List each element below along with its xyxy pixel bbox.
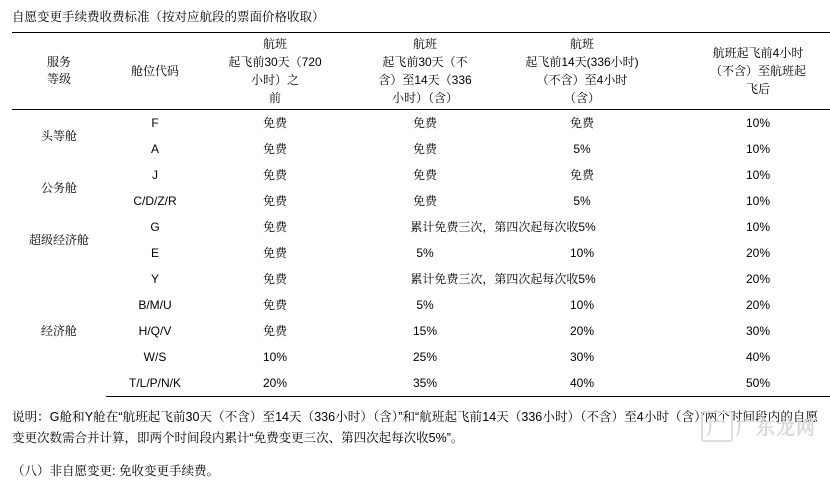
header-cabin-code: 舱位代码 (106, 33, 204, 110)
cell-period-3: 30% (569, 349, 595, 364)
watermark-text: 广东龙网 (735, 418, 816, 439)
header-period-1-line4: 前 (268, 91, 281, 105)
cell-period-3: 免费 (569, 167, 594, 182)
cell-period-2: 免费 (412, 115, 437, 130)
watermark (701, 411, 816, 442)
table-row (12, 266, 830, 292)
cell-period-3: 40% (504, 370, 660, 397)
header-period-4-line1: 航班起飞前4小时 (712, 46, 804, 60)
cell-cabin-code: A (150, 141, 159, 156)
cell-cabin-code: G (150, 219, 160, 234)
cell-period-2: 免费 (412, 167, 437, 182)
cell-period-4: 20% (745, 271, 771, 286)
cell-period-4: 20% (745, 245, 771, 260)
header-service-class-line1: 服务 (46, 55, 71, 69)
table-row (12, 162, 830, 188)
page-title: 自愿变更手续费收费标准（按对应航段的票面价格收取） (12, 10, 325, 24)
header-period-3-line3: （不含）至4小时 (536, 73, 628, 87)
cell-period-3: 5% (573, 141, 591, 156)
cell-period-1: 免费 (262, 323, 287, 338)
cell-period-4: 40% (745, 349, 771, 364)
table-row (12, 136, 830, 162)
header-period-1-line1: 航班 (262, 37, 287, 51)
cell-service-class: 头等舱 (40, 128, 77, 143)
cell-period-4: 20% (745, 297, 771, 312)
cell-service-class: 公务舱 (40, 180, 77, 195)
cell-period-1: 免费 (262, 167, 287, 182)
table-body (12, 110, 830, 397)
cell-period-2-3-merged: 累计免费三次，第四次起每次收5% (410, 219, 596, 234)
cell-period-4: 10% (745, 219, 771, 234)
cell-period-1: 10% (262, 349, 288, 364)
cell-period-1: 免费 (262, 245, 287, 260)
header-period-1-line3: 小时）之 (250, 73, 299, 87)
header-period-2-line2: 起飞前30天（不 (382, 55, 468, 69)
header-period-3-line1: 航班 (569, 37, 594, 51)
cell-cabin-code: H/Q/V (138, 323, 172, 338)
cell-period-2-3-merged: 累计免费三次，第四次起每次收5% (410, 271, 596, 286)
table-row (12, 188, 830, 214)
cell-cabin-code: B/M/U (138, 297, 172, 312)
cell-cabin-code: T/L/P/N/K (106, 370, 204, 397)
table-row (12, 240, 830, 266)
header-period-3-line2: 起飞前14天(336小时) (525, 55, 639, 69)
cell-cabin-code: Y (150, 271, 159, 286)
cell-period-4: 50% (660, 370, 830, 397)
cell-period-1: 免费 (262, 115, 287, 130)
cell-service-class: 经济舱 (40, 323, 77, 338)
cell-period-1: 免费 (262, 219, 287, 234)
cell-period-3: 5% (573, 193, 591, 208)
cell-period-4: 10% (745, 167, 771, 182)
cell-period-1: 免费 (262, 271, 287, 286)
table-row (12, 318, 830, 344)
note-involuntary-change: （八）非自愿变更: 免收变更手续费。 (12, 464, 219, 478)
header-period-2-line1: 航班 (412, 37, 437, 51)
table-header (12, 33, 830, 110)
cell-period-4: 10% (745, 115, 771, 130)
table-row (12, 344, 830, 370)
cell-period-1: 免费 (262, 141, 287, 156)
cell-period-3: 免费 (569, 115, 594, 130)
header-period-2-line4: 小时）（含） (391, 91, 458, 105)
cell-period-3: 10% (569, 245, 595, 260)
header-period-4-line3: 飞后 (745, 82, 770, 96)
cell-period-2: 15% (412, 323, 438, 338)
cell-period-4: 30% (745, 323, 771, 338)
header-period-1 (204, 33, 346, 110)
cell-period-1: 免费 (262, 193, 287, 208)
cell-service-class: 超级经济舱 (28, 232, 89, 247)
note-explanation: 说明：G舱和Y舱在“航班起飞前30天（不含）至14天（336小时）（含）”和“航班起飞前14天（336小时）（不含）至4小时（含）”两个时间段内的自愿变更次数需合并计算，即两个时间段内累计“免费变更三次、第四次起每次收5%”。 (12, 410, 818, 445)
header-period-4-line2: （不含）至航班起 (709, 64, 806, 78)
header-service-class (12, 33, 106, 110)
cell-period-2: 5% (416, 245, 434, 260)
header-period-1-line2: 起飞前30天（720 (228, 55, 322, 69)
cell-cabin-code: W/S (143, 349, 167, 364)
cell-period-4: 10% (745, 141, 771, 156)
cell-cabin-code: J (152, 167, 158, 182)
header-period-2-line3: 含）至14天（336 (378, 73, 472, 87)
watermark-box: 广 (701, 411, 733, 442)
header-service-class-line2: 等级 (46, 72, 71, 86)
cell-period-4: 10% (745, 193, 771, 208)
header-period-2 (346, 33, 504, 110)
header-period-4 (660, 33, 830, 110)
cell-period-1: 20% (204, 370, 346, 397)
table-row (12, 110, 830, 137)
fee-table (12, 32, 830, 397)
cell-period-2: 5% (416, 297, 434, 312)
cell-cabin-code: C/D/Z/R (133, 193, 177, 208)
cell-period-2: 35% (346, 370, 504, 397)
cell-period-1: 免费 (262, 297, 287, 312)
table-row (12, 214, 830, 240)
cell-cabin-code: E (150, 245, 159, 260)
header-period-3 (504, 33, 660, 110)
table-row (12, 292, 830, 318)
cell-cabin-code: F (151, 115, 159, 130)
table-row (12, 370, 830, 397)
cell-period-3: 20% (569, 323, 595, 338)
cell-period-2: 免费 (412, 141, 437, 156)
header-period-3-line4: （含） (563, 91, 600, 105)
cell-period-3: 10% (569, 297, 595, 312)
cell-period-2: 25% (412, 349, 438, 364)
table-header-row (12, 33, 830, 110)
cell-period-2: 免费 (412, 193, 437, 208)
